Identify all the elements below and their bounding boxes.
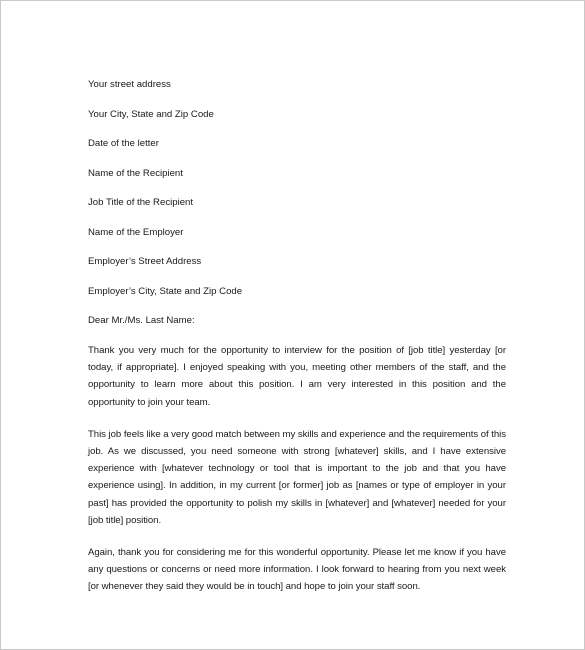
salutation: Dear Mr./Ms. Last Name:	[88, 315, 195, 326]
sender-city-state-zip: Your City, State and Zip Code	[88, 108, 214, 120]
body-paragraph: This job feels like a very good match between my skills and experience and the requirements of this job. As we discussed, you need someone with strong [whatever] skills, and I have extensive experience with [whatever technology or tool that is important to the job and that you have experience using]. In addition, in my current [or former] job as [names or type of employer in your past] has provided the opportunity to polish my skills in [whatever] and [whatever] needed for your [job title] position.	[88, 428, 506, 526]
employer-street: Employer’s Street Address	[88, 256, 202, 267]
body-paragraph: Again, thank you for considering me for this wonderful opportunity. Please let me know if you have any questions or concerns or need more information. I look forward to hearing from you next week [or whenever they said they would be in touch] and hope to join your staff soon.	[88, 547, 506, 593]
letter-date: Date of the letter	[88, 138, 159, 149]
employer-city-state-zip: Employer’s City, State and Zip Code	[88, 285, 243, 297]
letter-body	[88, 78, 506, 611]
sender-street: Your street address	[88, 79, 171, 90]
employer-name: Name of the Employer	[88, 226, 184, 238]
body-paragraph: Thank you very much for the opportunity to interview for the position of [job title] yesterday [or today, if appropriate]. I enjoyed speaking with you, meeting other members of the staff, and the opportunity to learn more about this position. I am very interested in this position and the opportunity to join your team.	[88, 345, 506, 408]
recipient-name: Name of the Recipient	[88, 167, 183, 179]
recipient-job-title: Job Title of the Recipient	[88, 197, 194, 208]
